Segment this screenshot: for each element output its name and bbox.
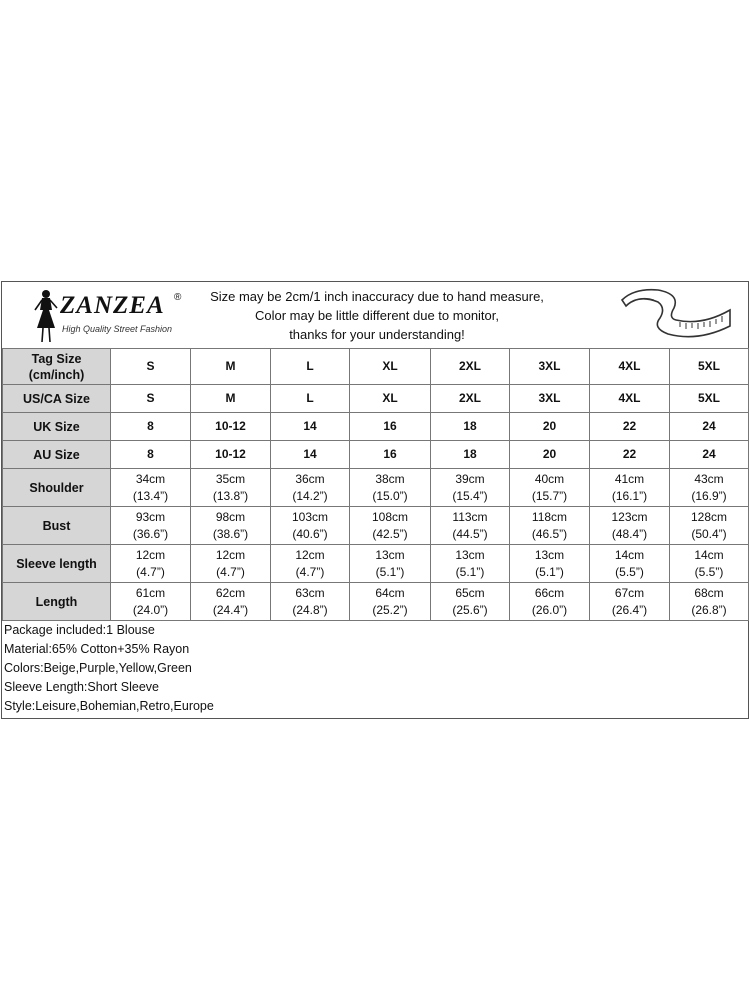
cm-value: 41cm (614, 471, 645, 486)
cm-value: 68cm (694, 585, 724, 600)
table-cell (271, 583, 350, 621)
table-row (3, 349, 749, 385)
detail-line: Package included:1 Blouse (4, 623, 155, 637)
table-cell: 3XL (510, 385, 590, 413)
cm-value: 35cm (215, 471, 246, 486)
brand-logo (32, 288, 192, 344)
measuring-tape-icon (618, 286, 738, 344)
table-cell: 5XL (670, 349, 749, 385)
table-cell: 18 (431, 413, 510, 441)
cm-value: 61cm (135, 585, 166, 600)
brand-name: ZANZEA (60, 292, 165, 319)
table-cell: 2XL (431, 385, 510, 413)
size-notice (192, 287, 562, 344)
chart-header (2, 282, 748, 349)
inch-value: (16.1”) (611, 488, 648, 503)
inch-value: (36.6”) (132, 526, 169, 541)
product-details (4, 621, 214, 716)
notice-line: Size may be 2cm/1 inch inaccuracy due to hand measure, (210, 289, 544, 304)
cm-value: 113cm (452, 509, 488, 524)
inch-value: (13.4”) (132, 488, 169, 503)
cm-value: 128cm (690, 509, 728, 524)
table-cell (670, 583, 749, 621)
size-chart (1, 281, 749, 719)
detail-line: Colors:Beige,Purple,Yellow,Green (4, 661, 192, 675)
table-cell (431, 545, 510, 583)
inch-value: (15.7”) (531, 488, 568, 503)
table-cell (590, 507, 670, 545)
cm-value: 63cm (295, 585, 325, 600)
inch-value: (46.5”) (531, 526, 568, 541)
table-cell (111, 545, 191, 583)
table-cell: 2XL (431, 349, 510, 385)
table-cell (191, 469, 271, 507)
cm-value: 103cm (291, 509, 329, 524)
table-row (3, 385, 749, 413)
table-row (3, 545, 749, 583)
inch-value: (44.5”) (452, 526, 488, 541)
inch-value: (16.9”) (691, 488, 727, 503)
table-cell (510, 545, 590, 583)
cm-value: 118cm (531, 509, 568, 524)
cm-value: 13cm (455, 547, 485, 562)
table-cell (111, 507, 191, 545)
cm-value: 66cm (534, 585, 565, 600)
table-cell: 20 (510, 413, 590, 441)
notice-line: thanks for your understanding! (289, 327, 465, 342)
cm-value: 14cm (614, 547, 645, 562)
table-cell: L (271, 385, 350, 413)
table-row (3, 583, 749, 621)
inch-value: (50.4”) (691, 526, 727, 541)
table-cell (510, 469, 590, 507)
table-cell: 24 (670, 441, 749, 469)
size-table (2, 348, 749, 621)
row-header: UK Size (3, 413, 111, 441)
table-cell: 4XL (590, 385, 670, 413)
table-cell: L (271, 349, 350, 385)
row-header: AU Size (3, 441, 111, 469)
inch-value: (5.1”) (375, 564, 405, 579)
table-cell: 24 (670, 413, 749, 441)
cm-value: 12cm (135, 547, 166, 562)
table-cell: M (191, 349, 271, 385)
inch-value: (24.8”) (292, 602, 328, 617)
cm-value: 98cm (215, 509, 246, 524)
table-cell: 14 (271, 441, 350, 469)
inch-value: (42.5”) (372, 526, 408, 541)
table-cell (191, 545, 271, 583)
table-cell (431, 583, 510, 621)
inch-value: (4.7”) (136, 564, 165, 579)
cm-value: 12cm (295, 547, 325, 562)
table-cell (350, 469, 431, 507)
table-cell: 22 (590, 441, 670, 469)
table-cell: 10-12 (191, 441, 271, 469)
row-header: Bust (3, 507, 111, 545)
table-cell (510, 583, 590, 621)
inch-value: (24.0”) (132, 602, 169, 617)
inch-value: (5.1”) (455, 564, 485, 579)
row-header: Sleeve length (3, 545, 111, 583)
cm-value: 43cm (694, 471, 724, 486)
cm-value: 34cm (135, 471, 166, 486)
inch-value: (4.7”) (216, 564, 245, 579)
table-cell (191, 583, 271, 621)
table-cell (191, 507, 271, 545)
inch-value: (26.8”) (691, 602, 727, 617)
row-header: Shoulder (3, 469, 111, 507)
cm-value: 93cm (135, 509, 166, 524)
cm-value: 12cm (215, 547, 246, 562)
fashion-figure-icon (32, 288, 60, 344)
table-cell: 18 (431, 441, 510, 469)
table-cell (111, 469, 191, 507)
cm-value: 39cm (455, 471, 485, 486)
table-cell: S (111, 349, 191, 385)
table-cell: 14 (271, 413, 350, 441)
inch-value: (24.4”) (212, 602, 249, 617)
size-table-body (3, 349, 749, 621)
notice-line: Color may be little different due to monitor, (255, 308, 499, 323)
table-cell: 3XL (510, 349, 590, 385)
table-cell (431, 507, 510, 545)
cm-value: 62cm (215, 585, 246, 600)
table-cell: 8 (111, 441, 191, 469)
brand-tagline: High Quality Street Fashion (62, 324, 173, 334)
inch-value: (25.2”) (372, 602, 408, 617)
cm-value: 40cm (534, 471, 565, 486)
table-row (3, 441, 749, 469)
row-header: US/CA Size (3, 385, 111, 413)
table-row (3, 469, 749, 507)
table-cell (271, 507, 350, 545)
inch-value: (26.0”) (531, 602, 568, 617)
table-cell (350, 545, 431, 583)
inch-value: (5.1”) (535, 564, 564, 579)
inch-value: (48.4”) (611, 526, 648, 541)
row-header: Tag Size (cm/inch) (3, 349, 111, 385)
cm-value: 36cm (295, 471, 325, 486)
detail-line: Sleeve Length:Short Sleeve (4, 680, 159, 694)
table-cell (590, 469, 670, 507)
table-cell (590, 583, 670, 621)
inch-value: (14.2”) (292, 488, 328, 503)
cm-value: 65cm (455, 585, 485, 600)
table-cell (590, 545, 670, 583)
inch-value: (15.0”) (372, 488, 408, 503)
inch-value: (40.6”) (292, 526, 328, 541)
table-cell (350, 583, 431, 621)
table-cell (350, 507, 431, 545)
row-header: Length (3, 583, 111, 621)
detail-line: Style:Leisure,Bohemian,Retro,Europe (4, 699, 214, 713)
inch-value: (5.5”) (694, 564, 724, 579)
table-cell: 16 (350, 441, 431, 469)
table-cell: XL (350, 349, 431, 385)
table-row (3, 507, 749, 545)
table-cell (271, 545, 350, 583)
table-cell: 10-12 (191, 413, 271, 441)
inch-value: (4.7”) (295, 564, 325, 579)
cm-value: 13cm (534, 547, 565, 562)
cm-value: 64cm (375, 585, 405, 600)
table-cell (510, 507, 590, 545)
cm-value: 13cm (375, 547, 405, 562)
cm-value: 108cm (371, 509, 409, 524)
table-cell: 5XL (670, 385, 749, 413)
table-cell (111, 583, 191, 621)
cm-value: 38cm (375, 471, 405, 486)
inch-value: (25.6”) (452, 602, 488, 617)
inch-value: (26.4”) (611, 602, 648, 617)
cm-value: 14cm (694, 547, 724, 562)
table-cell: 20 (510, 441, 590, 469)
inch-value: (38.6”) (212, 526, 249, 541)
registered-mark: ® (174, 292, 182, 303)
table-cell: XL (350, 385, 431, 413)
table-cell (670, 545, 749, 583)
inch-value: (13.8”) (212, 488, 249, 503)
table-cell: 16 (350, 413, 431, 441)
table-cell (271, 469, 350, 507)
detail-line: Material:65% Cotton+35% Rayon (4, 642, 190, 656)
cm-value: 67cm (614, 585, 645, 600)
table-cell: M (191, 385, 271, 413)
table-cell (670, 469, 749, 507)
table-cell: 4XL (590, 349, 670, 385)
table-row (3, 413, 749, 441)
table-cell: S (111, 385, 191, 413)
inch-value: (5.5”) (615, 564, 644, 579)
table-cell: 22 (590, 413, 670, 441)
table-cell (431, 469, 510, 507)
cm-value: 123cm (611, 509, 648, 524)
table-cell (670, 507, 749, 545)
table-cell: 8 (111, 413, 191, 441)
inch-value: (15.4”) (452, 488, 488, 503)
